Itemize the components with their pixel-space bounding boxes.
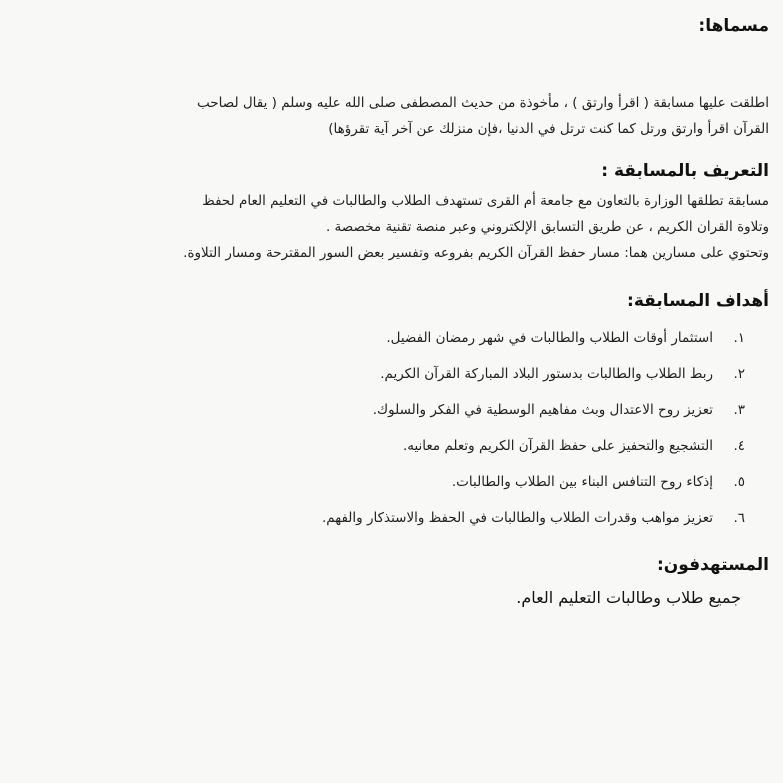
definition-heading: التعريف بالمسابقة : <box>601 161 769 181</box>
target-section <box>18 550 769 607</box>
goal-number: ٢. <box>733 366 745 382</box>
definition-line: وتحتوي على مسارين هما: مسار حفظ القرآن الكريم بفروعه وتفسير بعض السور المقترحة ومسار التلاوة. <box>183 245 769 261</box>
goals-heading: أهداف المسابقة: <box>627 291 769 311</box>
goals-section <box>18 288 769 536</box>
goal-text: تعزيز مواهب وقدرات الطلاب والطالبات في الحفظ والاستذكار والفهم. <box>321 510 713 526</box>
target-text: جميع طلاب وطالبات التعليم العام. <box>516 588 741 607</box>
goals-list <box>18 320 769 536</box>
goal-text: ربط الطلاب والطالبات بدستور البلاد المباركة القرآن الكريم. <box>380 366 713 382</box>
goal-number: ٣. <box>733 402 745 418</box>
goal-number: ٦. <box>733 510 745 526</box>
goal-text: إذكاء روح التنافس البناء بين الطلاب والطالبات. <box>451 474 713 490</box>
definition-line: وتلاوة القران الكريم ، عن طريق التسابق الإلكتروني وعبر منصة تقنية مخصصة . <box>325 219 769 235</box>
goal-number: ٥. <box>733 474 745 490</box>
definition-line: مسابقة تطلقها الوزارة بالتعاون مع جامعة أم القرى تستهدف الطلاب والطالبات في التعليم العام لحفظ <box>202 193 769 209</box>
goal-number: ١. <box>733 330 745 346</box>
goal-item <box>18 356 745 392</box>
goal-item <box>18 392 745 428</box>
target-heading: المستهدفون: <box>657 555 769 575</box>
goal-item <box>18 428 745 464</box>
definition-section <box>18 158 769 266</box>
goal-text: التشجيع والتحفيز على حفظ القرآن الكريم وتعلم معانيه. <box>402 438 713 454</box>
naming-section <box>18 14 769 142</box>
goal-text: تعزيز روح الاعتدال وبث مفاهيم الوسطية في الفكر والسلوك. <box>372 402 713 418</box>
goal-number: ٤. <box>733 438 745 454</box>
naming-line: اطلقت عليها مسابقة ( اقرأ وارتق ) ، مأخوذة من حديث المصطفى صلى الله عليه وسلم ( يقال لصاحب <box>197 95 769 111</box>
goal-item <box>18 464 745 500</box>
goal-text: استثمار أوقات الطلاب والطالبات في شهر رمضان الفضيل. <box>386 330 713 346</box>
naming-heading: مسماها: <box>698 16 769 36</box>
goal-item <box>18 500 745 536</box>
naming-body <box>18 90 769 142</box>
goal-item <box>18 320 745 356</box>
naming-line: القرآن اقرأ وارتق ورتل كما كنت ترتل في الدنيا ،فإن منزلك عن آخر آية تقرؤها) <box>328 121 769 137</box>
